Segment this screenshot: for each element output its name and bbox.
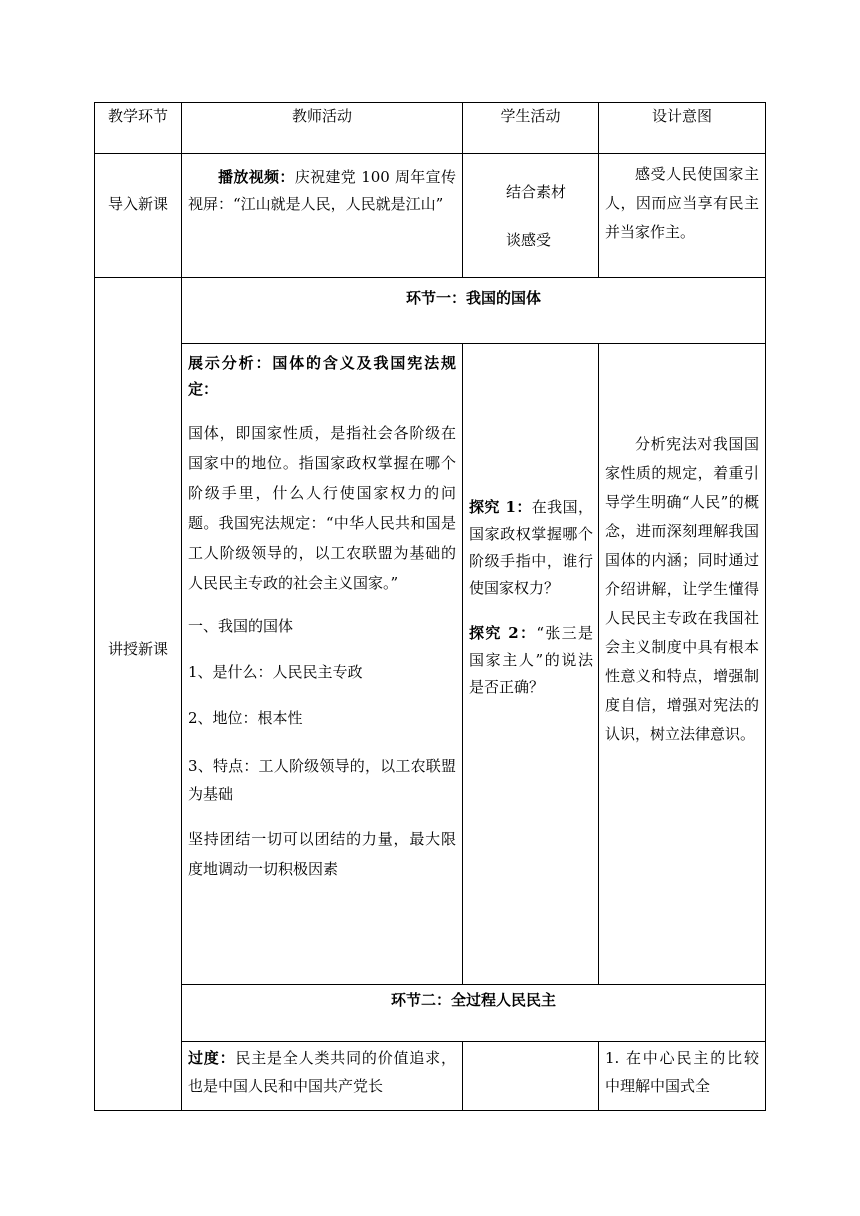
col-divider-3b xyxy=(598,343,599,985)
header-teacher: 教师活动 xyxy=(291,107,352,125)
outline-item: 3、特点：工人阶级领导的，以工农联盟为基础 xyxy=(188,757,456,803)
table-border-left xyxy=(94,102,95,1111)
outline-item: 2、地位：根本性 xyxy=(188,709,303,727)
section1-teacher-paragraph: 国体，即国家性质，是指社会各阶级在国家中的地位。指国家政权掌握在哪个阶级手里，什么人行使国家权力的问题。我国宪法规定：“中华人民共和国是工人阶级领导的，以工农联盟为基础的人民民主专政的社会主义国家。” xyxy=(188,424,456,592)
section2-intent: 1. 在中心民主的比较中理解中国式全 xyxy=(605,1049,759,1095)
section2-title: 环节二：全过程人民民主 xyxy=(390,991,556,1009)
section1-student-cell xyxy=(469,494,593,701)
intro-teacher-label: 播放视频： xyxy=(218,168,295,186)
intro-student-line2: 谈感受 xyxy=(506,231,552,249)
outline-item: 1、是什么：人民民主专政 xyxy=(188,663,363,681)
table-border-right xyxy=(765,102,766,1111)
intro-student-line1: 结合素材 xyxy=(506,183,567,201)
col-divider-3a xyxy=(598,102,599,278)
section2-teacher-text: 民主是全人类共同的价值追求，也是中国人民和中国共产党长 xyxy=(188,1049,456,1095)
table-border-bottom xyxy=(94,1110,766,1111)
section2-title-divider xyxy=(181,1041,766,1042)
section1-title-divider xyxy=(181,343,766,344)
col-divider-2a xyxy=(462,102,463,278)
outline-item: 坚持团结一切可以团结的力量，最大限度地调动一切积极因素 xyxy=(188,830,456,878)
intro-teacher-text: 庆祝建党 100 周年宣传视屏：“江山就是人民，人民就是江山” xyxy=(188,168,456,213)
intro-stage: 导入新课 xyxy=(107,195,168,213)
row-divider-header xyxy=(94,153,766,154)
col-divider-2b xyxy=(462,343,463,985)
lecture-stage: 讲授新课 xyxy=(107,640,168,658)
intro-intent: 感受人民使国家主人，因而应当享有民主并当家作主。 xyxy=(605,165,759,241)
col-divider-1 xyxy=(181,102,182,1111)
row-divider-intro xyxy=(94,277,766,278)
outline-item: 一、我国的国体 xyxy=(188,617,294,635)
table-border-top xyxy=(94,102,766,103)
section1-title: 环节一：我国的国体 xyxy=(405,289,541,307)
question-1 xyxy=(469,494,593,602)
question-2-text: “张三是国家主人”的说法是否正确？ xyxy=(469,624,593,696)
header-intent: 设计意图 xyxy=(651,107,712,125)
section2-teacher-cell xyxy=(188,1044,456,1100)
question-1-text: 在我国，国家政权掌握哪个阶级手指中，谁行使国家权力？ xyxy=(469,498,593,597)
section2-teacher-label: 过度： xyxy=(188,1049,236,1067)
question-1-label: 探究 1： xyxy=(469,498,532,516)
section1-body-divider xyxy=(181,984,766,985)
section1-teacher-heading: 展示分析：国体的含义及我国宪法规定： xyxy=(188,354,456,398)
header-stage: 教学环节 xyxy=(107,107,168,125)
col-divider-3c xyxy=(598,1041,599,1111)
question-2-label: 探究 2： xyxy=(469,624,537,642)
intro-teacher-cell xyxy=(188,164,456,218)
header-student: 学生活动 xyxy=(500,107,561,125)
section1-intent: 分析宪法对我国国家性质的规定，着重引导学生明确“人民”的概念，进而深刻理解我国国体的内涵；同时通过介绍讲解，让学生懂得人民民主专政在我国社会主义制度中具有根本性意义和特点，增强制度自信，增强对宪法的认识，树立法律意识。 xyxy=(605,435,759,743)
col-divider-2c xyxy=(462,1041,463,1111)
question-2 xyxy=(469,620,593,701)
intro-student-cell xyxy=(506,168,596,264)
section1-teacher-cell xyxy=(188,350,456,884)
